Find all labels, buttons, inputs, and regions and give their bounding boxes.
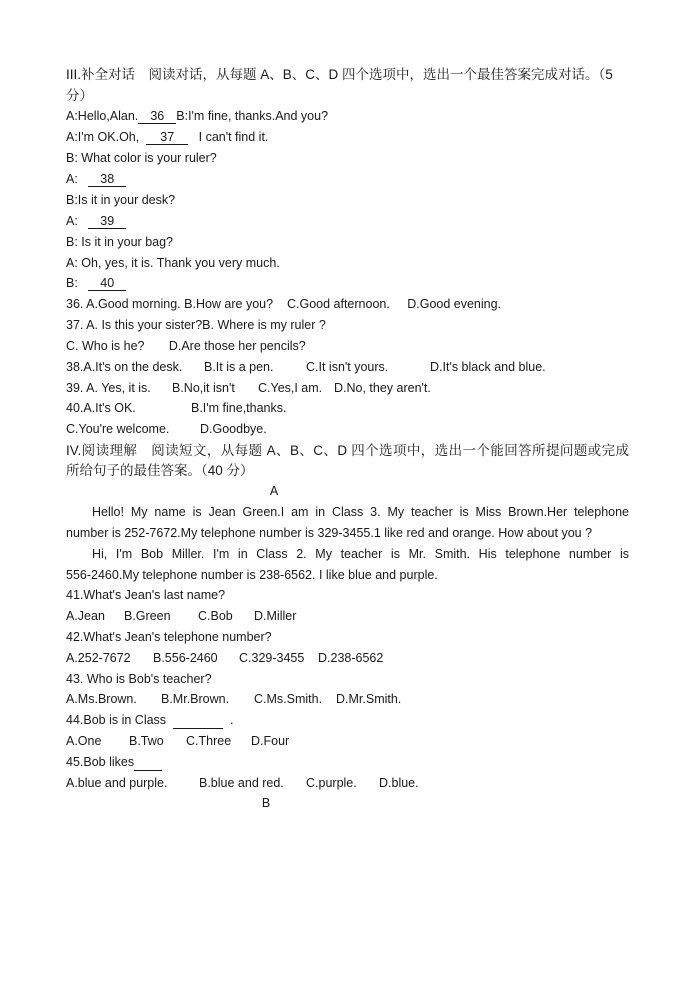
option-b: B.556-2460	[153, 651, 218, 665]
question-42-stem: 42.What's Jean's telephone number?	[66, 630, 272, 644]
option-d: D.Are those her pencils?	[168, 339, 306, 353]
passage-b-label: B	[261, 796, 271, 810]
option-b: B.How are you?	[184, 297, 274, 311]
question-text: .	[229, 713, 234, 727]
question-45-stem	[66, 754, 162, 771]
dialogue-text: B:	[66, 276, 78, 290]
answer-blank	[134, 757, 162, 771]
dialogue-line	[66, 275, 126, 292]
option-a: 39. A. Yes, it is.	[66, 381, 151, 395]
section-4-heading-cont: 所给句子的最佳答案。（40 分）	[66, 463, 254, 478]
dialogue-line	[66, 213, 126, 230]
question-38-options	[66, 359, 546, 376]
option-b: B. Where is my ruler ?	[202, 318, 326, 332]
option-a: A.One	[66, 734, 102, 748]
option-b: B.Two	[129, 734, 164, 748]
question-36-options	[66, 296, 501, 313]
option-a: A.Ms.Brown.	[66, 692, 137, 706]
section-3-heading-cont: 分）	[66, 88, 93, 103]
dialogue-text: A:	[66, 214, 78, 228]
option-c: C.Good afternoon.	[286, 297, 390, 311]
question-43-options	[66, 691, 401, 708]
option-b: B.I'm fine,thanks.	[191, 401, 287, 415]
question-text: 44.Bob is in Class	[66, 713, 167, 727]
answer-blank: 40	[88, 276, 126, 291]
option-d: D.No, they aren't.	[334, 381, 431, 395]
option-a: 36. A.Good morning.	[66, 297, 181, 311]
option-d: D.Miller	[254, 609, 297, 623]
option-d: D.238-6562	[318, 651, 384, 665]
option-c: C.Yes,I am.	[258, 381, 323, 395]
option-d: D.Good evening.	[407, 297, 502, 311]
option-a: 40.A.It's OK.	[66, 401, 136, 415]
option-c: C.329-3455	[239, 651, 305, 665]
question-42-options	[66, 650, 383, 667]
dialogue-line: B: What color is your ruler?	[66, 151, 217, 165]
dialogue-text: A:Hello,Alan.	[66, 109, 139, 123]
question-44-stem	[66, 712, 233, 729]
dialogue-line: B:Is it in your desk?	[66, 193, 176, 207]
question-45-options	[66, 775, 419, 792]
option-c: C.Ms.Smith.	[254, 692, 323, 706]
question-text: 45.Bob likes	[66, 755, 135, 769]
option-c: C.Three	[186, 734, 232, 748]
dialogue-line	[66, 129, 268, 146]
option-d: D.It's black and blue.	[430, 360, 546, 374]
section-3-heading: III.补全对话 阅读对话，从每题 A、B、C、D 四个选项中，选出一个最佳答案完成对话。（5	[66, 67, 613, 82]
passage-paragraph-2-cont: 556-2460.My telephone number is 238-6562. I like blue and purple.	[66, 568, 438, 582]
section-4-heading: IV.阅读理解 阅读短文，从每题 A、B、C、D 四个选项中，选出一个能回答所提问题或完成	[66, 443, 629, 458]
option-a: A.blue and purple.	[66, 776, 168, 790]
passage-paragraph-1: Hello! My name is Jean Green.I am in Class 3. My teacher is Miss Brown.Her telephone	[92, 505, 629, 519]
answer-blank: 37	[146, 130, 188, 145]
option-d: D.blue.	[379, 776, 419, 790]
passage-a-label: A	[269, 484, 279, 498]
question-44-options	[66, 733, 289, 750]
option-c: C.Bob	[198, 609, 233, 623]
option-b: B.It is a pen.	[204, 360, 274, 374]
option-a: A.252-7672	[66, 651, 131, 665]
option-b: B.blue and red.	[199, 776, 284, 790]
question-40-options-cont	[66, 421, 267, 438]
answer-blank: 38	[88, 172, 126, 187]
question-39-options	[66, 380, 431, 397]
question-41-stem: 41.What's Jean's last name?	[66, 588, 226, 602]
option-b: B.Mr.Brown.	[161, 692, 230, 706]
dialogue-line	[66, 171, 126, 188]
option-c: C. Who is he?	[66, 339, 145, 353]
option-b: B.Green	[124, 609, 171, 623]
dialogue-text: A:	[66, 172, 78, 186]
option-b: B.No,it isn't	[172, 381, 235, 395]
question-40-options	[66, 400, 286, 417]
question-43-stem: 43. Who is Bob's teacher?	[66, 672, 212, 686]
option-a: A.Jean	[66, 609, 105, 623]
option-d: D.Mr.Smith.	[336, 692, 402, 706]
question-41-options	[66, 608, 296, 625]
dialogue-text: I can't find it.	[198, 130, 269, 144]
option-c: C.It isn't yours.	[306, 360, 389, 374]
dialogue-text: B:I'm fine, thanks.And you?	[176, 109, 329, 123]
option-d: D.Goodbye.	[200, 422, 267, 436]
dialogue-line: B: Is it in your bag?	[66, 235, 174, 249]
dialogue-line: A: Oh, yes, it is. Thank you very much.	[66, 256, 280, 270]
dialogue-text: A:I'm OK.Oh,	[66, 130, 140, 144]
option-a: 37. A. Is this your sister?	[66, 318, 203, 332]
option-a: 38.A.It's on the desk.	[66, 360, 183, 374]
question-37-options	[66, 317, 326, 334]
option-c: C.You're welcome.	[66, 422, 170, 436]
passage-paragraph-2: Hi, I'm Bob Miller. I'm in Class 2. My teacher is Mr. Smith. His telephone number is	[92, 547, 629, 561]
option-d: D.Four	[251, 734, 290, 748]
passage-paragraph-1-cont: number is 252-7672.My telephone number is 329-3455.1 like red and orange. How about you ?	[66, 526, 593, 540]
answer-blank: 36	[138, 109, 176, 124]
dialogue-line	[66, 108, 328, 125]
answer-blank: 39	[88, 214, 126, 229]
answer-blank	[173, 715, 223, 729]
question-37-options-cont	[66, 338, 306, 355]
option-c: C.purple.	[306, 776, 357, 790]
